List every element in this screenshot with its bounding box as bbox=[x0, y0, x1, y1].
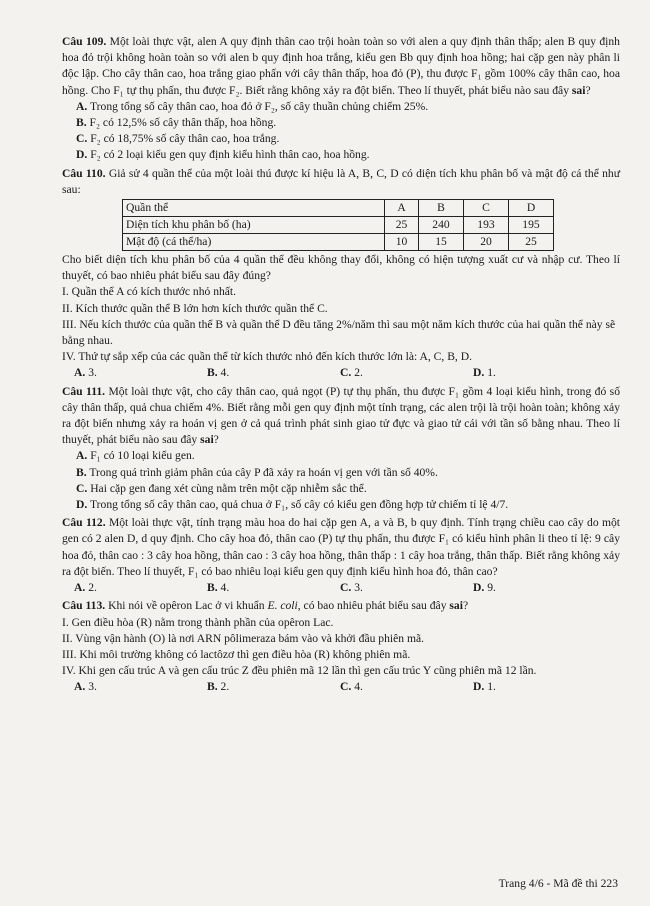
choice-text: 3. bbox=[88, 680, 97, 694]
population-table bbox=[122, 199, 554, 251]
option-text: Trong quá trình giảm phân của cây P đã xảy ra hoán vị gen với tần số 40%. bbox=[89, 465, 438, 479]
question-end: ? bbox=[462, 599, 469, 613]
table-cell: 25 bbox=[509, 234, 554, 251]
choice-c[interactable] bbox=[340, 365, 473, 381]
option-text: Hai cặp gen đang xét cùng nằm trên một cặp nhiễm sắc thể. bbox=[90, 481, 367, 495]
choice-text: 3. bbox=[354, 581, 363, 595]
choice-letter: B. bbox=[207, 366, 218, 380]
table-cell: A bbox=[385, 200, 419, 217]
question-end: ? bbox=[213, 433, 219, 447]
choice-letter: C. bbox=[340, 680, 352, 694]
question-text: Một loài thực vật, cho cây thân cao, quả ngọt (P) tự thụ phấn, thu được F₁ gồm 4 loại kiểu hình, trong đó số cây thân thấp, quả chua chiếm 4%. Biết rằng mỗi gen quy định một tính trạng, các alen trội là trội hoàn toàn; không xảy ra đột biến nhưng xảy ra hoán vị gen ở cả quá trình phát sinh giao tử đực và giao tử cái với tần số bằng nhau. Theo lí thuyết, phát biểu nào sau đây bbox=[62, 384, 620, 447]
choice-b[interactable] bbox=[207, 679, 340, 695]
choice-letter: B. bbox=[207, 581, 218, 595]
choice-b[interactable] bbox=[207, 365, 340, 381]
species-name: E. coli bbox=[267, 599, 298, 613]
question-number: Câu 109. bbox=[62, 35, 107, 48]
option-letter: B. bbox=[76, 116, 87, 130]
question-number: Câu 113. bbox=[62, 599, 106, 613]
option-text: F₁ có 10 loại kiểu gen. bbox=[90, 449, 195, 463]
question-text: Một loài thực vật, alen A quy định thân cao trội hoàn toàn so với alen a quy định thân thấp; alen B quy định hoa đỏ trội không hoàn toàn so với alen b quy định hoa trắng, kiểu gen Bb quy định hoa hồng; hai cặp gen này phân li độc lập. Cho cây thân cao, hoa trắng giao phấn với cây thân thấp, hoa đỏ (P), thu được F₁ gồm 100% cây thân cao, hoa hồng. Cho F₁ tự thụ phấn, thu được F₂. Biết rằng không xảy ra đột biến. Theo lí thuyết, phát biểu nào sau đây bbox=[62, 35, 620, 97]
choice-c[interactable] bbox=[340, 580, 473, 596]
table-cell: Diện tích khu phân bố (ha) bbox=[123, 217, 385, 234]
table-cell: 20 bbox=[464, 234, 509, 251]
choice-letter: C. bbox=[340, 366, 352, 380]
option-a[interactable] bbox=[76, 99, 620, 115]
choice-b[interactable] bbox=[207, 580, 340, 596]
table-row bbox=[123, 217, 554, 234]
option-c[interactable] bbox=[76, 481, 620, 497]
table-cell: C bbox=[464, 200, 509, 217]
question-109 bbox=[62, 34, 620, 164]
question-113-stem bbox=[62, 598, 620, 614]
statement-2: II. Vùng vận hành (O) là nơi ARN pôlimeraza bám vào và khởi đầu phiên mã. bbox=[62, 631, 425, 645]
choice-text: 4. bbox=[220, 581, 230, 595]
table-cell: Quần thể bbox=[123, 200, 385, 217]
statement-4: IV. Thứ tự sắp xếp của các quần thể từ kích thước nhỏ đến kích thước lớn là: A, C, B, D. bbox=[62, 350, 472, 364]
statement-2: II. Kích thước quần thể B lớn hơn kích thước quần thể C. bbox=[62, 301, 328, 315]
choice-text: 2. bbox=[88, 581, 97, 595]
option-c[interactable] bbox=[76, 131, 620, 147]
choice-d[interactable] bbox=[473, 365, 606, 381]
choice-a[interactable] bbox=[74, 365, 207, 381]
option-d[interactable] bbox=[76, 147, 620, 163]
table-cell: Mật độ (cá thể/ha) bbox=[123, 234, 385, 251]
option-letter: C. bbox=[76, 481, 88, 495]
question-111 bbox=[62, 384, 620, 514]
option-b[interactable] bbox=[76, 115, 620, 131]
option-letter: D. bbox=[76, 498, 88, 512]
option-letter: A. bbox=[76, 449, 88, 463]
emphasis-word: sai bbox=[571, 83, 586, 97]
statement-3: III. Khi môi trường không có lactôzơ thì gen điều hòa (R) không phiên mã. bbox=[62, 647, 411, 661]
question-111-stem bbox=[62, 384, 620, 449]
choice-letter: D. bbox=[473, 680, 485, 694]
option-text: F₂ có 2 loại kiểu gen quy định kiểu hình thân cao, hoa hồng. bbox=[90, 148, 370, 162]
question-110 bbox=[62, 166, 620, 382]
question-112 bbox=[62, 515, 620, 596]
choice-letter: B. bbox=[207, 680, 218, 694]
choice-text: 3. bbox=[88, 366, 97, 380]
option-a[interactable] bbox=[76, 448, 620, 464]
table-cell: 195 bbox=[509, 217, 554, 234]
statement-1: I. Gen điều hòa (R) nằm trong thành phần của opêron Lac. bbox=[62, 615, 334, 629]
question-number: Câu 112. bbox=[62, 516, 106, 530]
question-text: Khi nói về opêron Lac ở vi khuẩn bbox=[108, 599, 265, 613]
question-text: Giả sử 4 quần thể của một loài thú được kí hiệu là A, B, C, D có diện tích khu phân bố và mật độ cá thể như sau: bbox=[62, 166, 620, 196]
table-cell: 10 bbox=[385, 234, 419, 251]
answer-choices bbox=[74, 365, 620, 381]
page-footer: Trang 4/6 - Mã đề thi 223 bbox=[498, 876, 618, 890]
table-cell: D bbox=[509, 200, 554, 217]
statement-3: III. Nếu kích thước của quần thể B và quần thể D đều tăng 2%/năm thì sau một năm kích thước của hai quần thể này sẽ bằng nhau. bbox=[62, 317, 616, 348]
question-113 bbox=[62, 598, 620, 695]
option-b[interactable] bbox=[76, 465, 620, 481]
choice-text: 1. bbox=[487, 366, 496, 380]
question-number: Câu 111. bbox=[62, 384, 106, 398]
option-text: Trong tổng số cây thân cao, hoa đỏ ở F₂, số cây thuần chủng chiếm 25%. bbox=[89, 99, 429, 113]
choice-text: 9. bbox=[487, 581, 496, 595]
choice-letter: D. bbox=[473, 366, 485, 380]
option-d[interactable] bbox=[76, 497, 620, 513]
choice-text: 4. bbox=[354, 680, 363, 694]
option-text: F₂ có 12,5% số cây thân thấp, hoa hồng. bbox=[89, 116, 277, 130]
choice-text: 2. bbox=[354, 366, 363, 380]
choice-letter: A. bbox=[74, 680, 86, 694]
emphasis-word: sai bbox=[200, 433, 214, 447]
choice-letter: A. bbox=[74, 366, 86, 380]
choice-text: 4. bbox=[220, 366, 230, 380]
question-110-stem bbox=[62, 166, 620, 198]
choice-d[interactable] bbox=[473, 580, 606, 596]
question-end: ? bbox=[585, 83, 591, 97]
choice-letter: A. bbox=[74, 581, 86, 595]
question-112-stem bbox=[62, 515, 620, 580]
choice-text: 2. bbox=[220, 680, 230, 694]
choice-a[interactable] bbox=[74, 679, 207, 695]
option-text: Trong tổng số cây thân cao, quả chua ở F₁, số cây có kiểu gen đồng hợp tử chiếm tỉ lệ 4/7. bbox=[89, 498, 509, 512]
question-number: Câu 110. bbox=[62, 166, 106, 180]
emphasis-word: sai bbox=[449, 599, 463, 613]
option-letter: C. bbox=[76, 132, 88, 146]
question-109-stem bbox=[62, 34, 620, 99]
choice-c[interactable] bbox=[340, 679, 473, 695]
option-letter: A. bbox=[76, 99, 88, 113]
statement-4: IV. Khi gen cấu trúc A và gen cấu trúc Z đều phiên mã 12 lần thì gen cấu trúc Y cũng phiên mã 12 lần. bbox=[62, 664, 537, 678]
table-header-row bbox=[123, 200, 554, 217]
statement-1: I. Quần thể A có kích thước nhỏ nhất. bbox=[62, 285, 237, 299]
table-cell: 240 bbox=[419, 217, 464, 234]
choice-d[interactable] bbox=[473, 679, 606, 695]
choice-letter: D. bbox=[473, 581, 485, 595]
option-letter: D. bbox=[76, 148, 88, 162]
question-text: Một loài thực vật, tính trạng màu hoa do hai cặp gen A, a và B, b quy định. Tính trạng chiều cao cây do một gen có 2 alen D, d quy định. Cho cây hoa đỏ, thân cao (P) tự thụ phấn, thu được F₁ có kiểu hình phân li theo tỉ lệ: 9 cây hoa đỏ, thân cao : 3 cây hoa hồng, thân cao : 3 cây hoa hồng, thân thấp : 1 cây hoa trắng, thân thấp. Biết rằng không xảy ra đột biến. Theo lí thuyết, F₁ có bao nhiêu loại kiểu gen quy định kiểu hình hoa đỏ, thân cao? bbox=[62, 516, 620, 578]
option-letter: B. bbox=[76, 465, 87, 479]
choice-letter: C. bbox=[340, 581, 352, 595]
table-cell: 193 bbox=[464, 217, 509, 234]
table-cell: 25 bbox=[385, 217, 419, 234]
question-text: , có bao nhiêu phát biểu sau đây bbox=[297, 599, 447, 613]
question-110-condition: Cho biết diện tích khu phân bố của 4 quần thể đều không thay đổi, không có hiện tượng xuất cư và nhập cư. Theo lí thuyết, có bao nhiêu phát biểu sau đây đúng? bbox=[62, 253, 620, 283]
answer-choices bbox=[74, 580, 620, 596]
table-cell: 15 bbox=[419, 234, 464, 251]
choice-a[interactable] bbox=[74, 580, 207, 596]
table-cell: B bbox=[419, 200, 464, 217]
option-text: F₂ có 18,75% số cây thân cao, hoa trắng. bbox=[90, 132, 280, 146]
choice-text: 1. bbox=[487, 680, 496, 694]
answer-choices bbox=[74, 679, 620, 695]
table-row bbox=[123, 234, 554, 251]
